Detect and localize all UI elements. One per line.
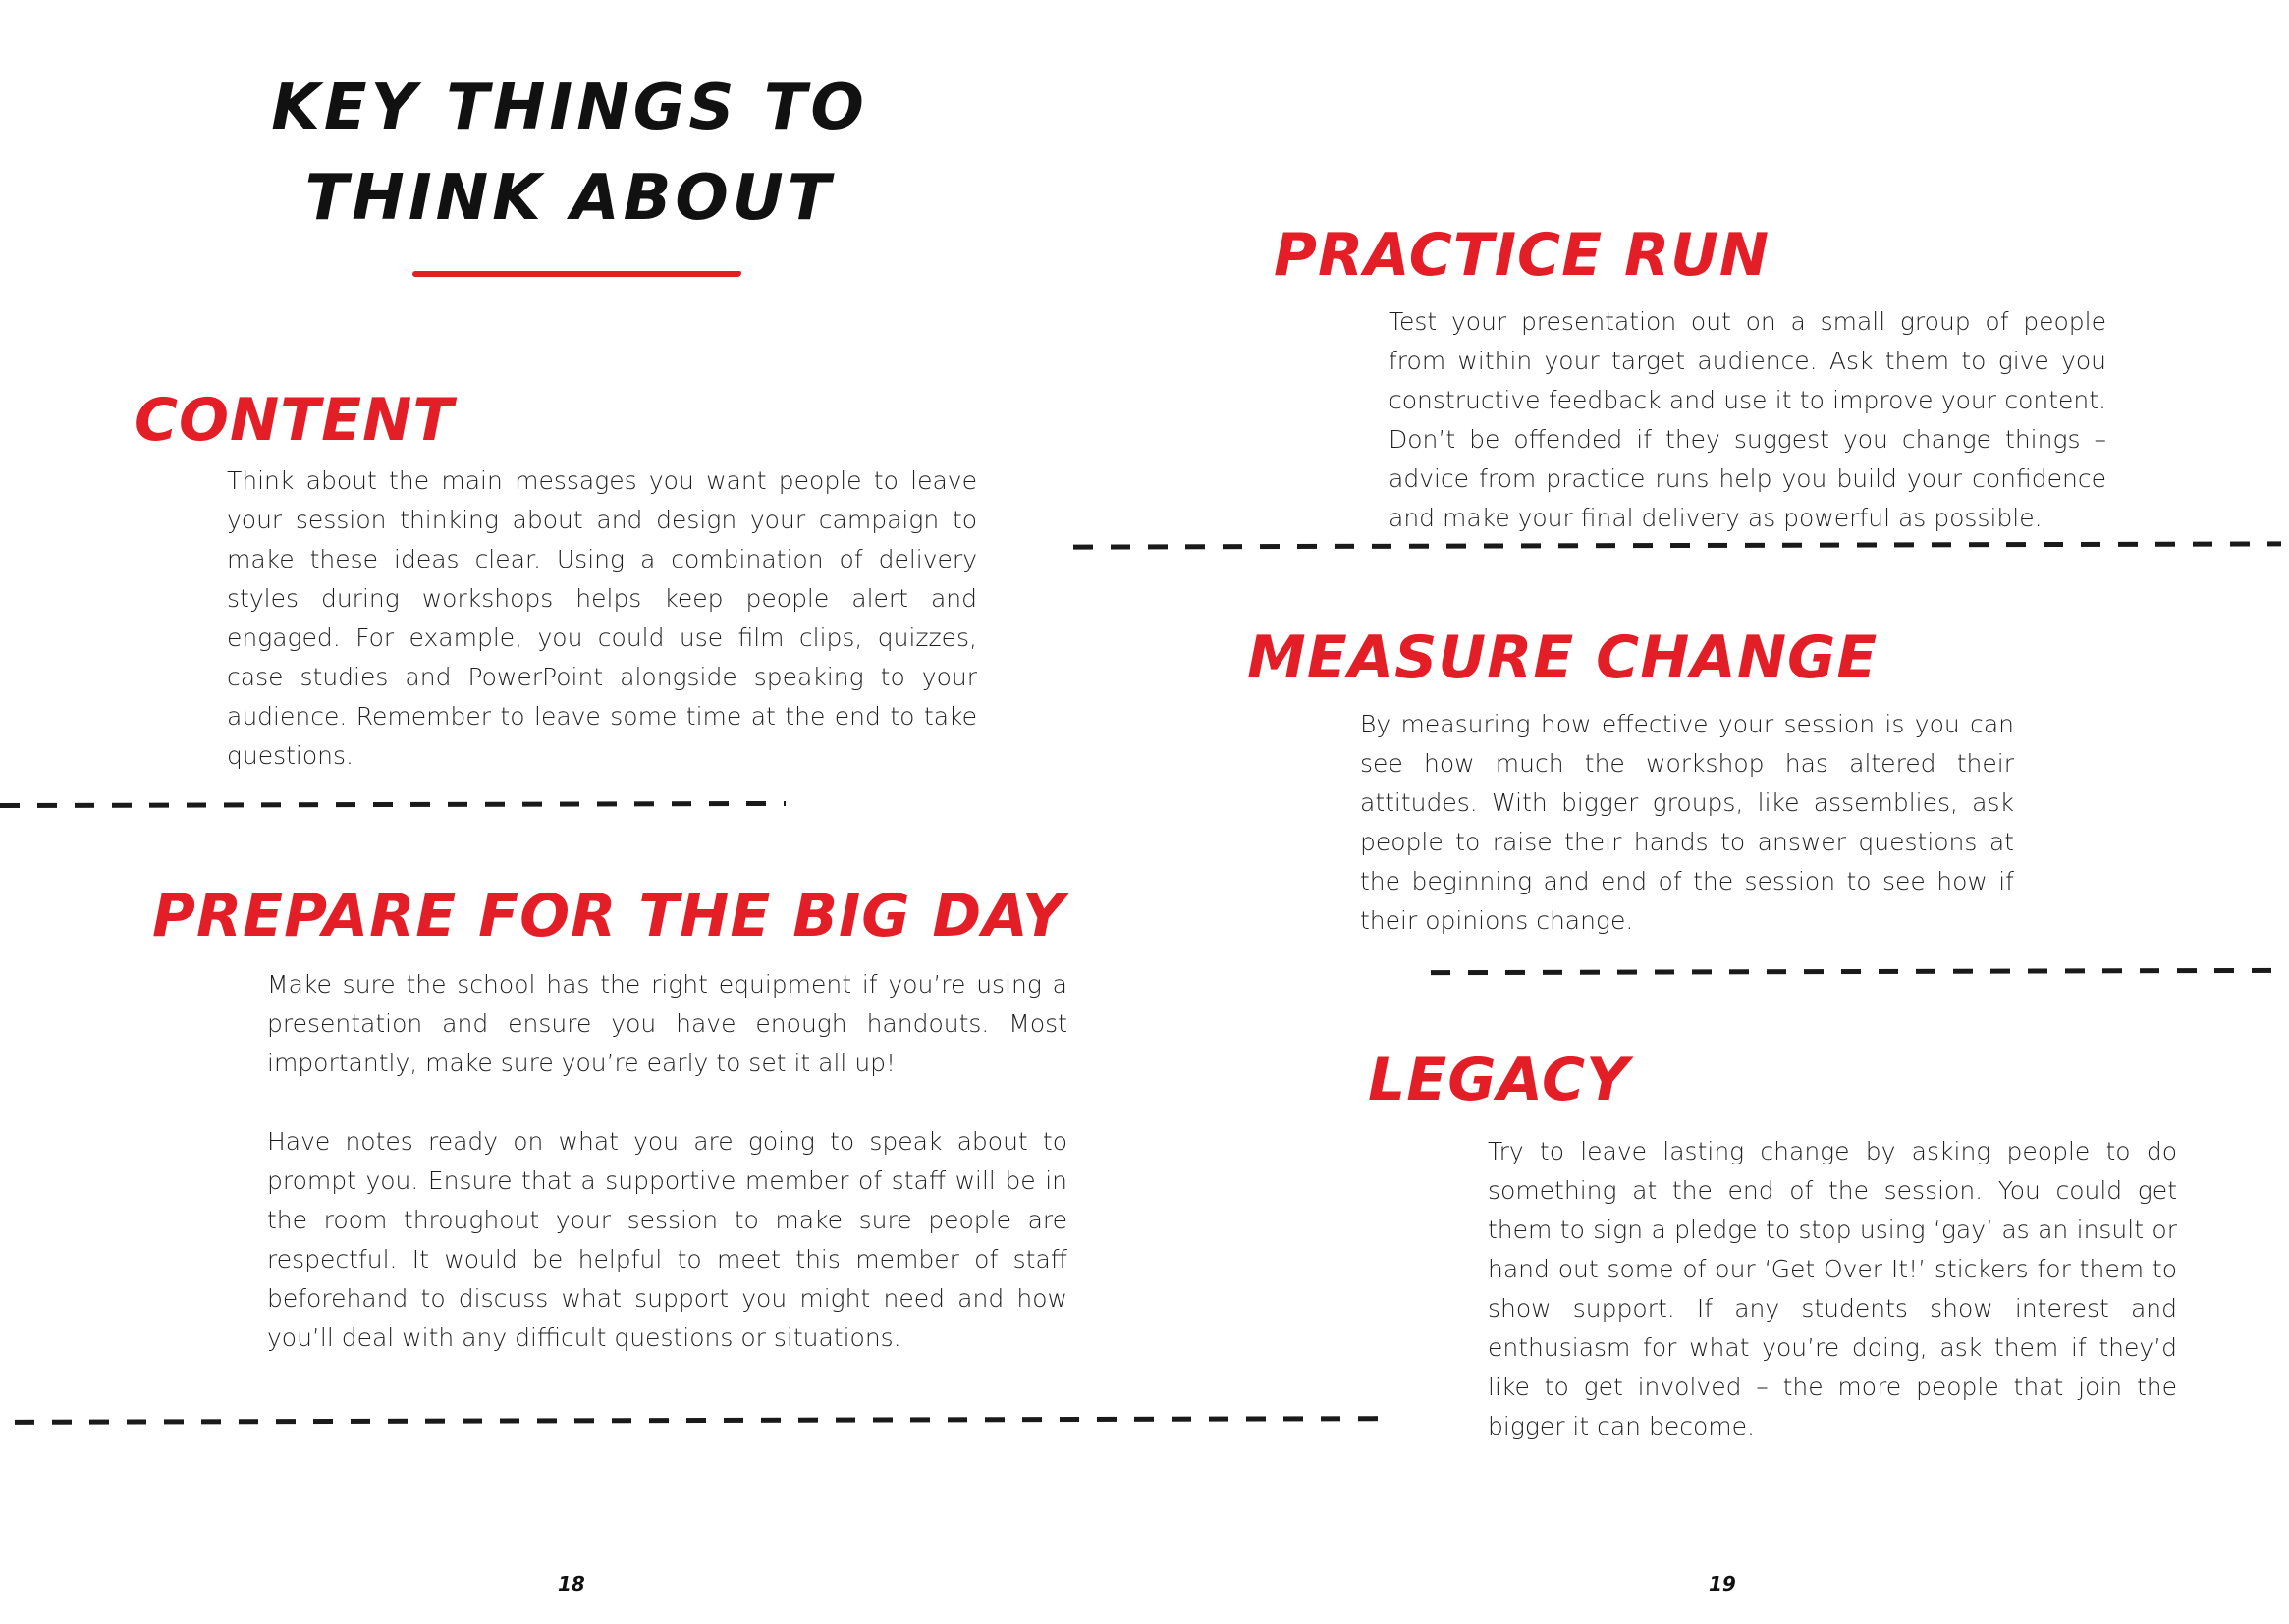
content-paragraph: Think about the main messages you want people to leave your session thinking about and design your campaign to make these ideas clear. Using a combination of delivery styles during workshops helps keep people alert and engaged. For example, you could use film clips, quizzes, case studies and PowerPoint alongside speaking to your audience. Remember to leave some time at the end to take questions. [227,466,977,770]
body-prepare [267,965,1067,1358]
body-legacy [1488,1132,2177,1446]
page-number-right: 19 [1709,1572,1736,1596]
divider-dashed [0,801,786,808]
heading-measure-change: MEASURE CHANGE [1247,623,1879,692]
practice-paragraph: Test your presentation out on a small group of people from within your target audience. Ask them to give you constructive feedback and use it to improve your content. Don’t be offended if they suggest you change things – advice from practice runs help you build your confidence and make your final delivery as powerful as possible. [1389,307,2106,532]
page-title-line-1: KEY THINGS TO [271,72,868,144]
prepare-paragraph-2: Have notes ready on what you are going to speak about to prompt you. Ensure that a supportive member of staff will be in the room throughout your session to make sure people are respectful. It would be helpful to meet this member of staff beforehand to discuss what support you might need and how you’ll deal with any difficult questions or situations. [267,1127,1067,1352]
page-number-left: 18 [558,1572,585,1596]
page-title-line-2: THINK ABOUT [304,162,835,235]
heading-prepare: PREPARE FOR THE BIG DAY [152,882,1066,950]
title-underline [412,271,741,277]
prepare-paragraph-1: Make sure the school has the right equipment if you’re using a presentation and ensure you have enough handouts. Most importantly, make sure you’re early to set it all up! [267,970,1067,1077]
divider-dashed [1431,968,2285,975]
body-practice-run [1389,302,2106,538]
body-measure-change [1360,705,2014,941]
divider-dashed [1073,541,2281,549]
legacy-paragraph: Try to leave lasting change by asking people to do something at the end of the session. You could get them to sign a pledge to stop using ‘gay’ as an insult or hand out some of our ‘Get Over It!’ stickers for them to show support. If any students show interest and enthusiasm for what you’re doing, ask them if they’d like to get involved – the more people that join the bigger it can become. [1488,1137,2177,1440]
measure-paragraph: By measuring how effective your session is you can see how much the workshop has altered their attitudes. With bigger groups, like assemblies, ask people to raise their hands to answer questions at the beginning and end of the session to see how if their opinions change. [1360,710,2014,935]
heading-content: CONTENT [135,386,455,455]
body-content [227,461,977,776]
heading-legacy: LEGACY [1368,1046,1630,1114]
divider-dashed [15,1416,1380,1425]
heading-practice-run: PRACTICE RUN [1274,221,1771,290]
